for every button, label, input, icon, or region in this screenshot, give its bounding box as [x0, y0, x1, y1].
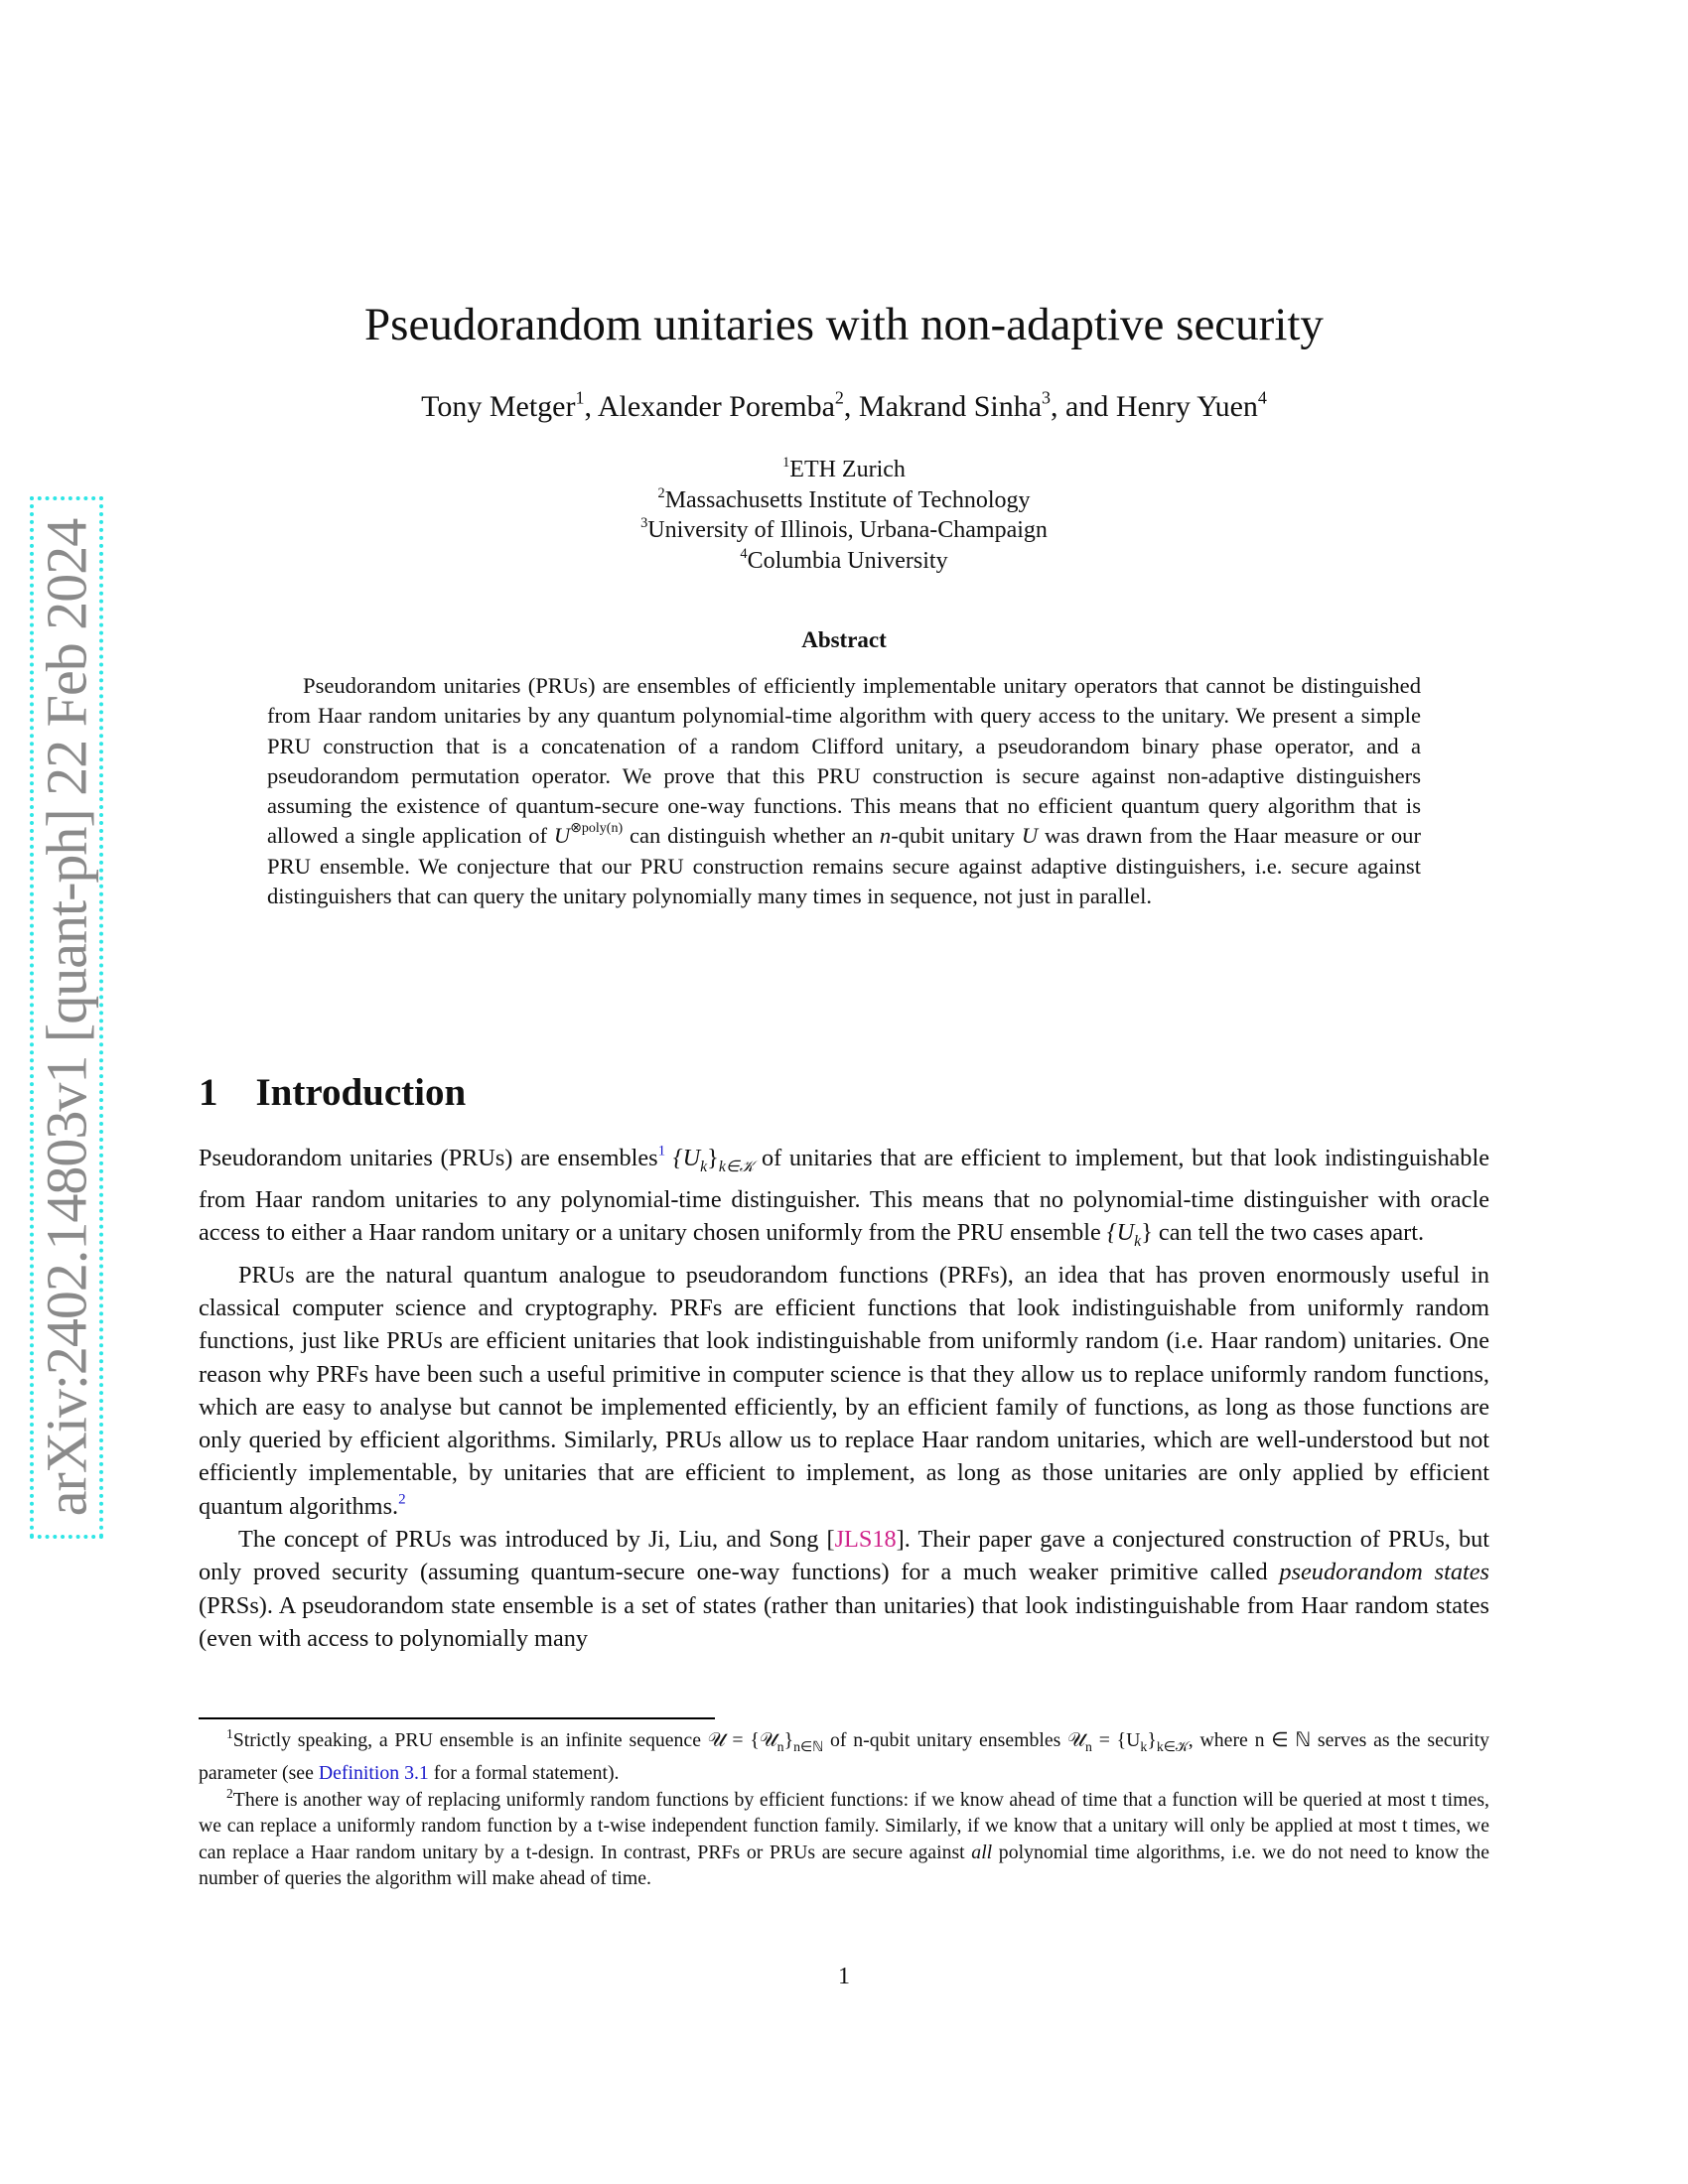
page-number: 1 [838, 1964, 850, 1989]
affiliation-list [0, 455, 1688, 576]
affiliation [0, 515, 1688, 546]
affiliation-name: University of Illinois, Urbana-Champaign [647, 517, 1048, 543]
paragraph [199, 1259, 1489, 1523]
math-subscript: n [776, 1738, 784, 1754]
math-symbol: U [1021, 823, 1039, 849]
paragraph-text: PRUs are the natural quantum analogue to pseudorandom functions (PRFs), an idea that has proven enormously useful in classical computer science and cryptography. PRFs are efficient functions that look indistinguishable from uniformly random functions, just like PRUs are efficient unitaries that look indistinguishable from uniformly random (i.e. Haar random) unitaries. One reason why PRFs have been such a useful primitive in computer science is that they allow us to replace uniformly random functions, which are easy to analyse but cannot be implemented efficiently, by an efficient family of functions, as long as those functions are only queried by efficient algorithms. Similarly, PRUs allow us to replace Haar random unitaries, which are well-understood but not efficiently implementable, by unitaries that are efficient to implement, as long as those unitaries are only applied by efficient quantum algorithms. [199, 1261, 1489, 1520]
author-name: Alexander Poremba [597, 390, 835, 423]
author-affil-mark: 4 [1257, 387, 1267, 408]
author-list [0, 387, 1688, 424]
author-affil-mark: 1 [575, 387, 585, 408]
affiliation [0, 546, 1688, 577]
arxiv-identifier-text: arXiv:2402.14803v1 [quant-ph] 22 Feb 2024 [34, 518, 99, 1517]
paragraph-text: ]. Their paper gave a conjectured construction of PRUs, but only proved security (assuming quantum-secure one-way functions) for a much weaker primitive called [199, 1525, 1489, 1586]
paragraph-text: Pseudorandom unitaries (PRUs) are ensembles [199, 1145, 658, 1171]
math-subscript: k∈𝒦 [1156, 1738, 1189, 1754]
math-superscript: ⊗poly(n) [570, 821, 624, 837]
affiliation-number: 1 [782, 454, 790, 471]
affiliation-name: Columbia University [747, 547, 948, 574]
math-subscript: k [700, 1158, 708, 1175]
math-subscript: k [1134, 1233, 1142, 1251]
section-number: 1 [199, 1071, 218, 1114]
footnote-text: , where n ∈ ℕ serves as the security parameter (see [199, 1729, 1489, 1785]
abstract-text [267, 671, 1421, 911]
paragraph-text: (PRSs). A pseudorandom state ensemble is a set of states (rather than unitaries) that look indistinguishable from Haar random states (even with access to polynomially many [199, 1591, 1489, 1652]
footnote [199, 1787, 1489, 1892]
math-expression: } [707, 1145, 719, 1171]
math-subscript: n [1084, 1738, 1092, 1754]
footnote-text: for a formal statement). [428, 1762, 620, 1785]
footnotes [199, 1727, 1489, 1892]
footnote-text: of n-qubit unitary ensembles 𝒰 [823, 1729, 1085, 1751]
footnote-divider [199, 1717, 715, 1719]
footnote-text: = {U [1091, 1729, 1141, 1751]
footnote-number: 2 [226, 1785, 233, 1801]
emphasized-term: pseudorandom states [1279, 1559, 1489, 1586]
abstract-heading: Abstract [801, 627, 887, 652]
footnote [199, 1727, 1489, 1787]
math-symbol: U [553, 823, 571, 849]
paragraph [199, 1523, 1489, 1655]
math-expression: {U [1106, 1219, 1135, 1247]
paper-title: Pseudorandom unitaries with non-adaptive security [364, 299, 1324, 350]
affiliation [0, 485, 1688, 516]
body-text [199, 1142, 1489, 1655]
citation-link[interactable]: JLS18 [834, 1525, 897, 1553]
author-name: Henry Yuen [1115, 390, 1258, 423]
footnote-link[interactable]: 1 [657, 1143, 666, 1160]
affiliation-number: 4 [740, 545, 748, 562]
math-subscript: k∈𝒦 [718, 1158, 755, 1175]
footnote-text: polynomial time algorithms, i.e. we do not need to know the number of queries the algorithm will make ahead of time. [199, 1841, 1489, 1890]
definition-link[interactable]: Definition 3.1 [318, 1762, 429, 1785]
math-subscript: n∈ℕ [793, 1738, 824, 1754]
math-expression: {U [665, 1145, 701, 1171]
emphasized-term: all [971, 1841, 993, 1863]
abstract-text-part: can distinguish whether an [623, 823, 880, 849]
footnote-text: } [783, 1729, 794, 1751]
footnote-number: 1 [226, 1725, 233, 1741]
paragraph-text: of unitaries that are efficient to implement, but that look indistinguishable from Haar random unitaries to any polynomial-time distinguisher. This means that no polynomial-time distinguisher with oracle access to either a Haar random unitary or a unitary chosen uniformly from the PRU ensemble [199, 1145, 1489, 1247]
footnote-text: Strictly speaking, a PRU ensemble is an infinite sequence 𝒰 = {𝒰 [232, 1729, 777, 1751]
author-separator: , [843, 390, 859, 423]
math-expression: } [1141, 1219, 1153, 1247]
affiliation-name: Massachusetts Institute of Technology [664, 486, 1031, 513]
abstract-text-part: -qubit unitary [891, 823, 1022, 849]
affiliation [0, 455, 1688, 485]
affiliation-number: 3 [640, 514, 648, 531]
math-subscript: k [1140, 1738, 1148, 1754]
abstract-text-part: Pseudorandom unitaries (PRUs) are ensembles of efficiently implementable unitary operators that cannot be distinguished from Haar random unitaries by any quantum polynomial-time algorithm with query access to the unitary. We present a simple PRU construction that is a concatenation of a random Clifford unitary, a pseudorandom binary phase operator, and a pseudorandom permutation operator. We prove that this PRU construction is secure against non-adaptive distinguishers assuming the existence of quantum-secure one-way functions. This means that no efficient quantum query algorithm that is allowed a single application of [267, 673, 1421, 849]
section-title: Introduction [255, 1071, 467, 1114]
affiliation-number: 2 [657, 484, 665, 501]
author-name: Makrand Sinha [858, 390, 1043, 423]
affiliation-name: ETH Zurich [789, 457, 906, 482]
paragraph-text: The concept of PRUs was introduced by Ji, Liu, and Song [ [238, 1525, 835, 1553]
paragraph-text: can tell the two cases apart. [1152, 1219, 1425, 1247]
footnote-text: } [1147, 1729, 1157, 1751]
section-heading [199, 1070, 466, 1115]
author-affil-mark: 3 [1042, 387, 1052, 408]
math-symbol: n [879, 823, 892, 849]
abstract-text-part: was drawn from the Haar measure or our PRU ensemble. We conjecture that our PRU construction remains secure against adaptive distinguishers, i.e. secure against distinguishers that can query the unitary polynomially many times in sequence, not just in parallel. [267, 823, 1421, 909]
paragraph [199, 1142, 1489, 1259]
footnote-text: There is another way of replacing uniformly random functions by efficient functions: if we know ahead of time that a function will be queried at most t times, we can replace a uniformly random function by a t-wise independent function family. Similarly, if we know that a unitary will only be applied at most t times, we can replace a Haar random unitary by a t-design. In contrast, PRFs or PRUs are secure against [199, 1788, 1489, 1863]
author-separator: , [584, 390, 598, 423]
author-separator: , and [1051, 390, 1116, 423]
footnote-link[interactable]: 2 [398, 1491, 406, 1508]
author-name: Tony Metger [421, 390, 576, 423]
author-affil-mark: 2 [834, 387, 844, 408]
